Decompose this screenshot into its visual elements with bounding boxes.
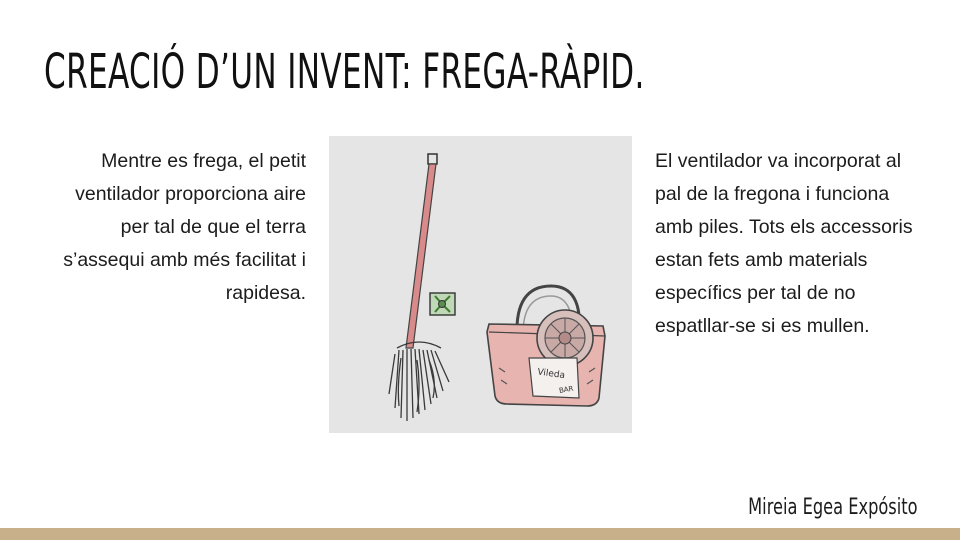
- right-description: El ventilador va incorporat al pal de la fregona i funciona amb piles. Tots els accessoris estan fets amb materials específics per tal de no espatllar-se si es mullen.: [655, 150, 913, 337]
- mop-handle: [406, 154, 437, 348]
- bottom-accent-bar: [0, 528, 960, 540]
- bucket-brand-text: Vileda: [536, 367, 566, 382]
- bucket-small-text: BAR: [558, 384, 575, 395]
- fan-icon: [430, 293, 455, 315]
- invention-drawing: [329, 136, 632, 433]
- left-description: Mentre es frega, el petit ventilador proporciona aire per tal de que el terra s’assequi amb més facilitat i rapidesa.: [63, 150, 306, 304]
- mop-head: [389, 342, 449, 421]
- author-name: Mireia Egea Expósito: [748, 495, 918, 520]
- bucket-label: [529, 358, 579, 398]
- slide-title: CREACIÓ D’UN INVENT: FREGA-RÀPID.: [44, 44, 645, 100]
